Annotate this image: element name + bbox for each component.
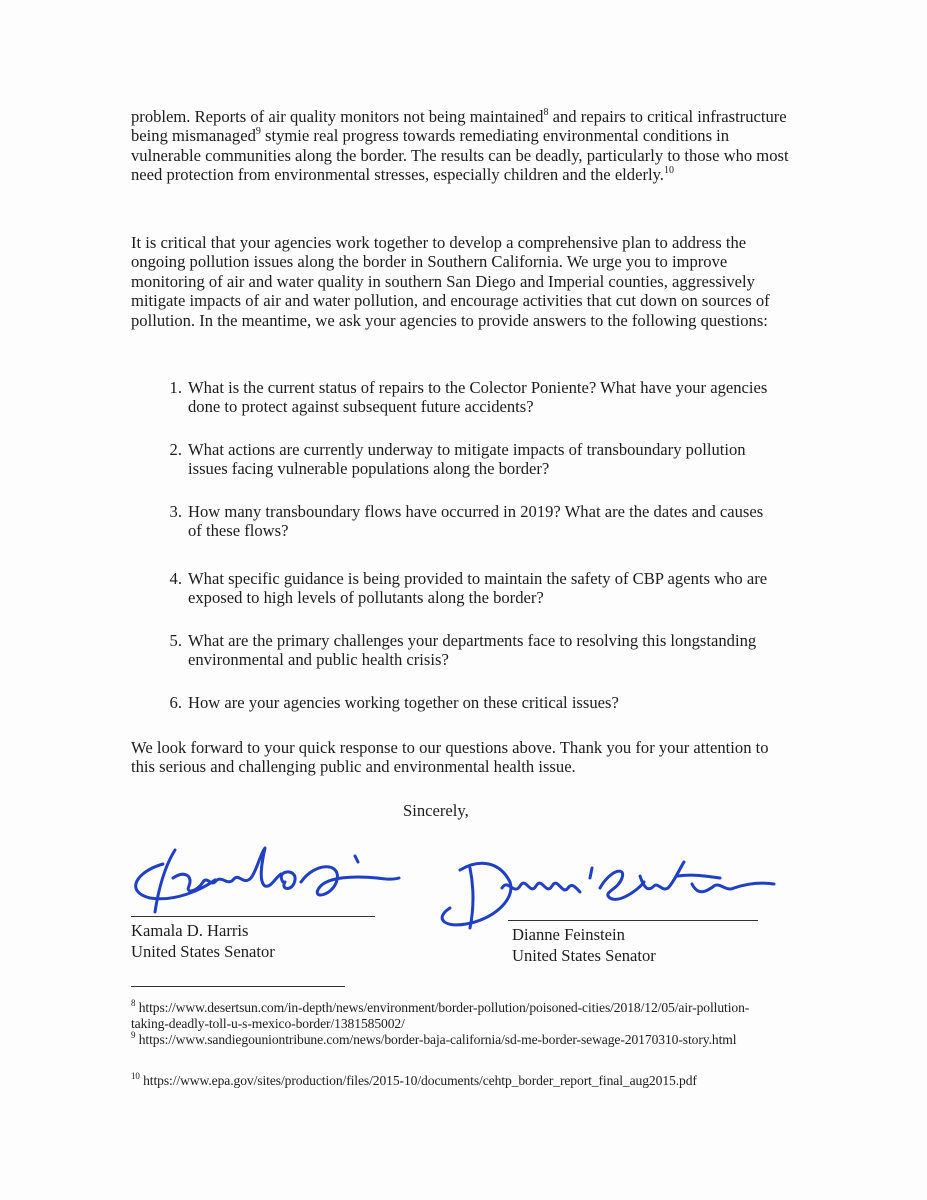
paragraph-closing: We look forward to your quick response to our questions above. Thank you for your attention to this serious and challenging public and environmental health issue. — [131, 738, 769, 777]
signature-line — [131, 916, 375, 917]
question-text: How many transboundary flows have occurred in 2019? What are the dates and causes of these flows? — [188, 502, 764, 541]
footnote-number: 8 — [131, 998, 136, 1008]
signer-feinstein — [512, 924, 656, 966]
question-text: What is the current status of repairs to the Colector Poniente? What have your agencies done to protect against subsequent future accidents? — [188, 378, 768, 417]
signer-title: United States Senator — [512, 946, 656, 965]
footnote-ref: 9 — [255, 126, 261, 138]
paragraph-request: It is critical that your agencies work together to develop a comprehensive plan to address the ongoing pollution issues along the border in Southern California. We urge you to improve monitoring of air and water quality in southern San Diego and Imperial counties, aggressively mitigate impacts of air and water pollution, and encourage activities that cut down on sources of pollution. In the meantime, we ask your agencies to provide answers to the following questions: — [131, 233, 770, 330]
footnote-divider — [131, 986, 345, 987]
question-text: What actions are currently underway to mitigate impacts of transboundary pollution issues facing vulnerable populations along the border? — [188, 440, 746, 479]
footnote-link[interactable]: https://www.epa.gov/sites/production/files/2015-10/documents/cehtp_border_report_final_aug2015.pdf — [139, 1073, 697, 1088]
question-number: 6. — [169, 693, 182, 712]
paragraph-text: problem. Reports of air quality monitors not being maintained — [131, 107, 544, 126]
signer-harris — [131, 920, 275, 962]
footnote-link[interactable]: https://www.sandiegouniontribune.com/news/border-baja-california/sd-me-border-sewage-20170310-story.html — [135, 1032, 737, 1047]
footnote-link[interactable]: https://www.desertsun.com/in-depth/news/environment/border-pollution/poisoned-cities/2018/12/05/air-pollution-taking-deadly-toll-u-s-mexico-border/1381585002/ — [131, 1000, 750, 1032]
question-number: 4. — [169, 569, 182, 588]
paragraph-text: and repairs to critical infrastructure being mismanaged — [131, 107, 787, 146]
question-number: 1. — [169, 378, 182, 397]
question-number: 3. — [169, 502, 182, 521]
footnote-number: 9 — [131, 1030, 136, 1040]
footnote-number: 10 — [131, 1071, 140, 1081]
question-number: 5. — [169, 631, 182, 650]
question-text: What specific guidance is being provided to maintain the safety of CBP agents who are exposed to high levels of pollutants along the border? — [188, 569, 768, 608]
footnote — [131, 1000, 781, 1033]
signer-name: Kamala D. Harris — [131, 921, 249, 940]
signer-title: United States Senator — [131, 942, 275, 961]
footnote-ref: 10 — [663, 165, 674, 177]
question-text: What are the primary challenges your departments face to resolving this longstanding environmental and public health crisis? — [188, 631, 757, 670]
paragraph-text: stymie real progress towards remediating environmental conditions in vulnerable communities along the border. The results can be deadly, particularly to those who most need protection from environmental stresses, especially children and the elderly. — [131, 126, 789, 185]
harris-signature — [115, 842, 415, 920]
footnote — [131, 1073, 781, 1089]
question-text: How are your agencies working together on these critical issues? — [188, 693, 619, 712]
signer-name: Dianne Feinstein — [512, 925, 625, 944]
footnote-ref: 8 — [543, 107, 549, 118]
paragraph-reports — [131, 107, 791, 185]
footnote — [131, 1032, 781, 1048]
sincerely-text: Sincerely, — [403, 801, 469, 820]
signature-line — [508, 920, 758, 921]
question-number: 2. — [169, 440, 182, 459]
